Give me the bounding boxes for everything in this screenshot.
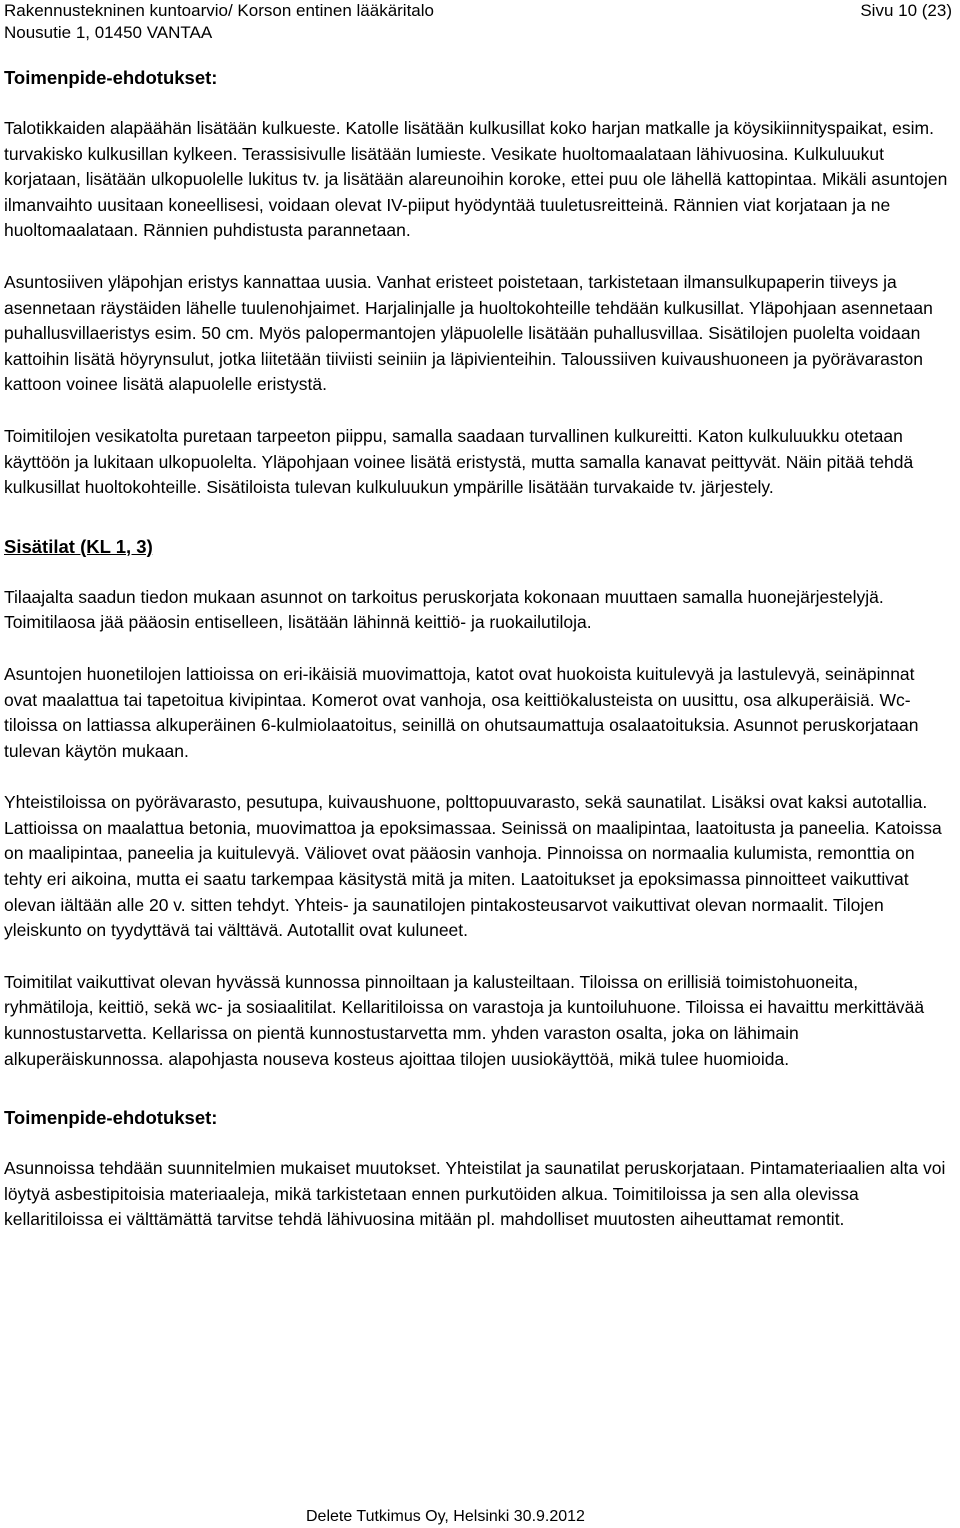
section-heading-interiors: Sisätilat (KL 1, 3) — [4, 535, 153, 557]
paragraph: Toimitilat vaikuttivat olevan hyvässä kunnossa pinnoiltaan ja kalusteiltaan. Tiloissa on erillisiä toimistohuoneita, ryhmätiloja, keittiö, sekä wc- ja sosiaalitilat. Kellaritiloissa on varastoja ja kuntoiluhuone. Tiloissa ei havaittu merkittävää kunnostustarvetta. Kellarissa on pientä kunnostustarvetta mm. yhden varaston osalta, joka on lähimain alkuperäiskunnossa. alapohjasta nouseva kosteus ajoittaa tilojen uusiokäyttöä, mikä tulee huomioida. — [4, 971, 925, 1069]
section-heading-measures: Toimenpide-ehdotukset: — [4, 67, 218, 88]
paragraph: Asunnoissa tehdään suunnitelmien mukaiset muutokset. Yhteistilat ja saunatilat peruskorjataan. Pintamateriaalien alta voi löytyä asbestipitoisia materiaaleja, mikä tarkistetaan ennen purkutöiden alkua. Toimitiloissa ja sen alla olevissa kellaritiloissa ei välttämättä tarvitse tehdä lähivuosina mitään pl. mahdolliset muutosten aiheuttamat remontit. — [4, 1158, 946, 1230]
paragraph: Tilaajalta saadun tiedon mukaan asunnot on tarkoitus peruskorjata kokonaan muuttaen samalla huonejärjestelyjä. Toimitilaosa jää pääosin entiselleen, lisätään lähinnä keittiö- ja ruokailutiloja. — [4, 586, 884, 633]
section-heading-measures: Toimenpide-ehdotukset: — [4, 1107, 218, 1129]
paragraph: Asuntosiiven yläpohjan eristys kannattaa uusia. Vanhat eristeet poistetaan, tarkistetaan ilmansulkupaperin tiiveys ja asennetaan räystäiden lähelle tuulenohjaimet. Harjalinjalle ja huoltokohteille tehdään kulkusillat. Yläpohjaan asennetaan puhallusvillaeristys esim. 50 cm. Myös palopermantojen yläpuolelle lisätään puhallusvillaa. Sisätilojen puolelta voidaan kattoihin lisätä höyrynsulut, jotka liitetään tiiviisti seiniin ja läpivienteihin. Taloussiiven kuivaushuoneen ja pyörävaraston kattoon voinee lisätä alapuolelle eristystä. — [4, 271, 933, 395]
header-left — [4, 0, 434, 44]
document-body — [4, 66, 948, 1233]
page-number: Sivu 10 (23) — [860, 1, 952, 20]
property-address: Nousutie 1, 01450 VANTAA — [4, 23, 213, 42]
paragraph: Yhteistiloissa on pyörävarasto, pesutupa, kuivaushuone, polttopuuvarasto, sekä saunatilat. Lisäksi ovat kaksi autotallia. Lattioissa on maalattua betonia, muovimattoa ja epoksimassaa. Seinissä on maalipintaa, laatoitusta ja paneelia. Katoissa on maalipintaa, paneelia ja kuitulevyä. Väliovet ovat pääosin vanhoja. Pinnoissa on normaalia kulumista, remonttia on tehty eri aikoina, mutta ei saatu tarkempaa käsitystä mitä ja miten. Laatoitukset ja epoksimassa pinnoitteet vaikuttivat olevan iältään alle 20 v. sitten tehdyt. Yhteis- ja saunatilojen pintakosteusarvot vaikuttivat olevan normaalit. Tilojen yleiskunto on tyydyttävä tai välttävä. Autotallit ovat kuluneet. — [4, 792, 942, 941]
paragraph: Asuntojen huonetilojen lattioissa on eri-ikäisiä muovimattoja, katot ovat huokoista kuitulevyä ja lastulevyä, seinäpinnat ovat maalattua tai tapetoitua kivipintaa. Komerot ovat vanhoja, osa keittiökalusteista on uusittu, osa alkuperäisiä. Wc-tiloissa on lattiassa alkuperäinen 6-kulmiolaatoitus, seinillä on ohutsaumattuja osalaatoituksia. Asunnot peruskorjataan tulevan käytön mukaan. — [4, 663, 919, 761]
document-title: Rakennustekninen kuntoarvio/ Korson entinen lääkäritalo — [4, 1, 434, 20]
paragraph: Toimitilojen vesikatolta puretaan tarpeeton piippu, samalla saadaan turvallinen kulkureitti. Katon kulkuluukku otetaan käyttöön ja lukitaan ulkopuolelta. Yläpohjaan voinee lisätä eristystä, mutta samalla kanavat peittyvät. Näin pitää tehdä kulkusillat huoltokohteille. Sisätiloista tulevan kulkuluukun ympärille lisätään turvakaide tv. järjestely. — [4, 425, 914, 498]
paragraph: Talotikkaiden alapäähän lisätään kulkueste. Katolle lisätään kulkusillat koko harjan matkalle ja köysikiinnityspaikat, esim. turvakisko kulkusillan kylkeen. Terassisivulle lisätään lumieste. Vesikate huoltomaalataan lähivuosina. Kulkuluukut korjataan, lisätään ulkopuolelle lukitus tv. ja lisätään alareunoihin koroke, ettei puu ole lähellä kattopintaa. Mikäli asuntojen ilmanvaihto uusitaan koneellisesi, voidaan olevat IV-piiput hyödyntää tuuletusreitteinä. Rännien viat korjataan ja ne huoltomaalataan. Rännien puhdistusta parannetaan. — [4, 118, 948, 241]
page-header — [4, 0, 952, 44]
page-footer: Delete Tutkimus Oy, Helsinki 30.9.2012 — [306, 1508, 585, 1525]
